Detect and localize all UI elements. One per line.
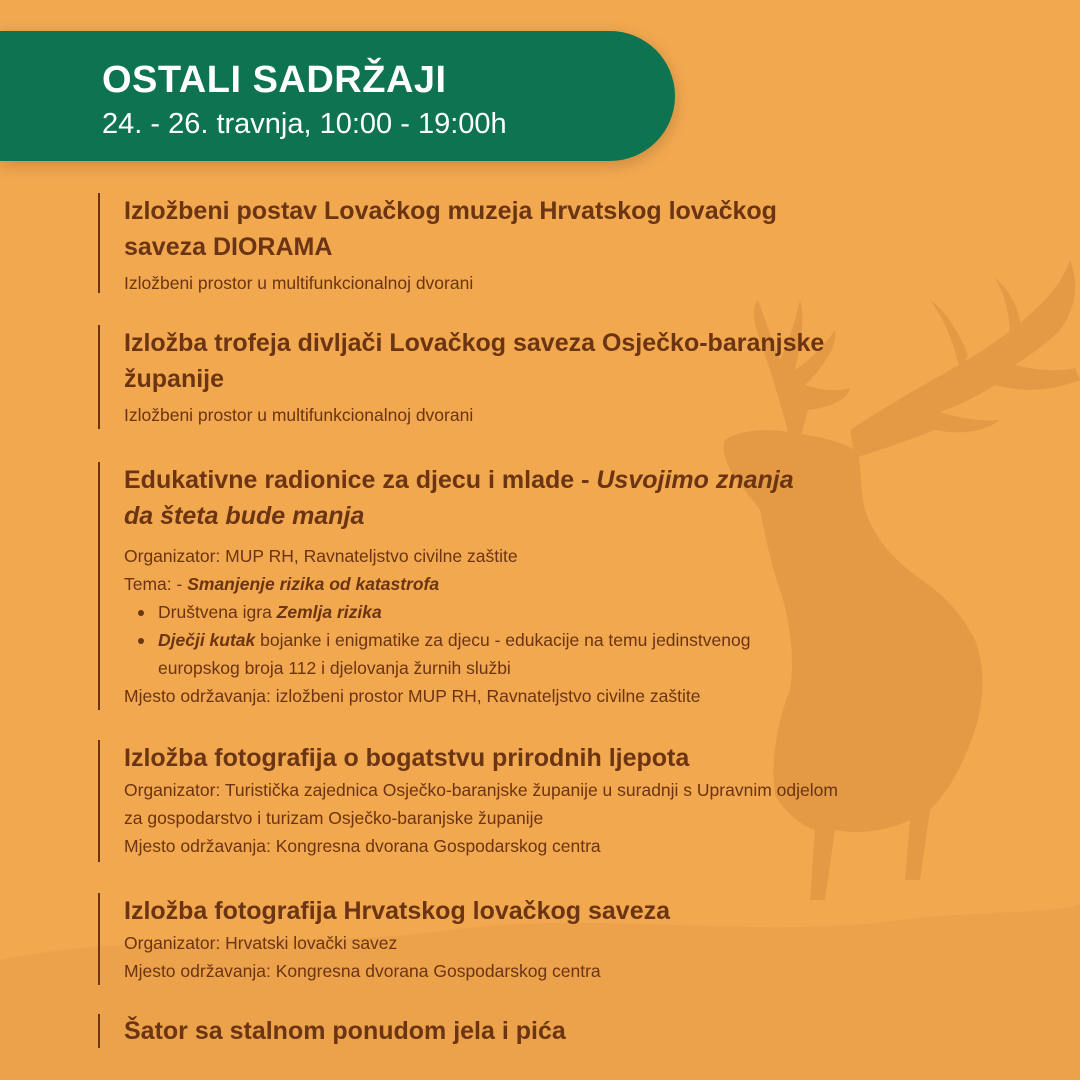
page-title: OSTALI SADRŽAJI — [102, 59, 447, 101]
event-item — [98, 740, 838, 862]
event-item — [98, 325, 824, 429]
list-item: Dječji kutak bojanke i enigmatike za djecu - edukacije na temu jedinstvenog europskog broja 112 i djelovanja žurnih službi — [158, 626, 794, 682]
event-title: Izložbeni postav Lovačkog muzeja Hrvatskog lovačkog saveza DIORAMA — [124, 197, 777, 261]
event-organizer: Organizator: MUP RH, Ravnateljstvo civilne zaštite — [124, 546, 518, 566]
event-venue: Mjesto održavanja: Kongresna dvorana Gospodarskog centra — [124, 836, 601, 856]
event-date-time: 24. - 26. travnja, 10:00 - 19:00h — [102, 108, 507, 140]
event-title: Izložba fotografija Hrvatskog lovačkog saveza — [124, 897, 670, 925]
list-item: Društvena igra Zemlja rizika — [158, 598, 794, 626]
event-item — [98, 193, 777, 293]
event-topic: Tema: - Smanjenje rizika od katastrofa — [124, 574, 440, 594]
event-item — [98, 462, 794, 710]
header-banner — [0, 31, 675, 161]
event-title: Šator sa stalnom ponudom jela i pića — [124, 1017, 566, 1045]
event-venue: Mjesto održavanja: izložbeni prostor MUP RH, Ravnateljstvo civilne zaštite — [124, 686, 701, 706]
event-location: Izložbeni prostor u multifunkcionalnoj dvorani — [124, 405, 474, 425]
event-venue: Mjesto održavanja: Kongresna dvorana Gospodarskog centra — [124, 961, 601, 981]
event-organizer: Organizator: Turistička zajednica Osječko-baranjske županije u suradnji s Upravnim odjelom za gospodarstvo i turizam Osječko-baranjske županije — [124, 780, 838, 828]
event-location: Izložbeni prostor u multifunkcionalnoj dvorani — [124, 273, 474, 293]
event-title: Izložba fotografija o bogatstvu prirodnih ljepota — [124, 744, 690, 772]
event-title: Izložba trofeja divljači Lovačkog saveza Osječko-baranjske županije — [124, 329, 825, 393]
event-item — [98, 893, 670, 985]
event-item — [98, 1014, 566, 1048]
event-activities-list — [124, 598, 794, 682]
event-title: Edukativne radionice za djecu i mlade - Usvojimo znanja da šteta bude manja — [124, 466, 794, 530]
event-organizer: Organizator: Hrvatski lovački savez — [124, 933, 398, 953]
